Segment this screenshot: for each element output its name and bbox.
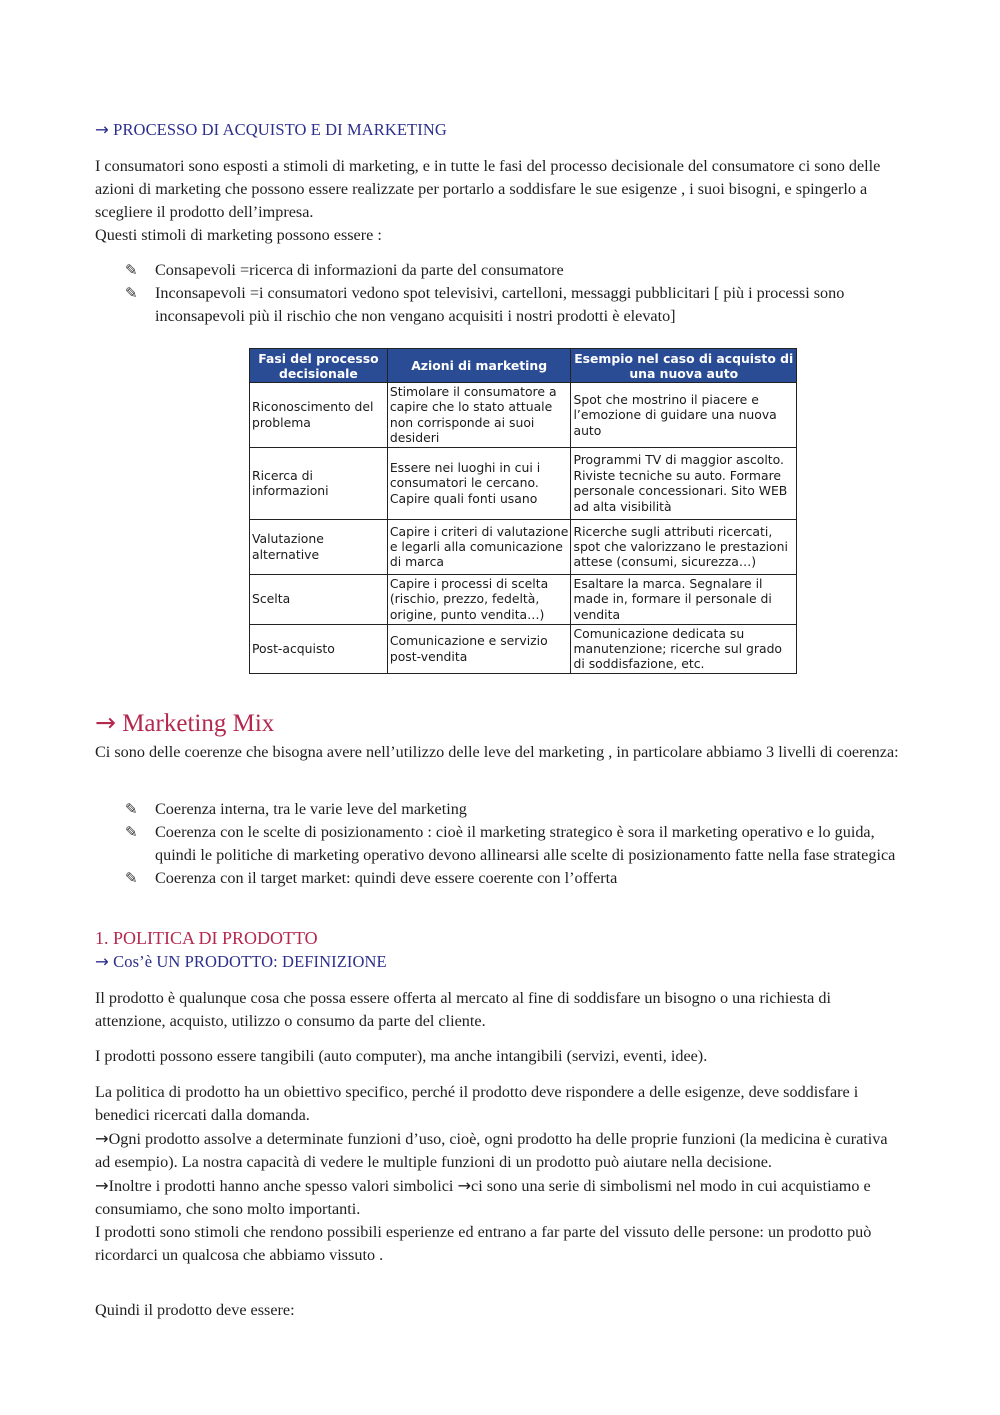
table-cell: Riconoscimento del problema [250,383,388,448]
paragraph: I prodotti possono essere tangibili (auto computer), ma anche intangibili (servizi, eventi, idee). [95,1047,708,1065]
arrow-icon: → [95,1176,109,1195]
table-row [250,624,797,673]
section-heading-text: PROCESSO DI ACQUISTO E DI MARKETING [113,120,447,139]
section-heading-processo [95,119,905,141]
arrow-icon: → [95,708,116,737]
pencil-bullet-icon: ✎ [125,800,138,818]
bullet-list-coerenze [95,798,905,890]
table-row [250,574,797,624]
bullet-list-stimoli [95,259,905,328]
paragraph: Ci sono delle coerenze che bisogna avere nell’utilizzo delle leve del marketing , in particolare abbiamo 3 livelli di coerenza: [95,743,899,761]
pencil-bullet-icon: ✎ [125,869,138,887]
table-cell: Spot che mostrino il piacere e l’emozione di guidare una nuova auto [571,383,797,448]
arrow-icon: → [457,1176,472,1195]
paragraph: I consumatori sono esposti a stimoli di marketing, e in tutte le fasi del processo decisionale del consumatore ci sono delle azioni di marketing che possono essere realizzate per portarlo a soddisfare le sue esigenze , i suoi bisogni, e spingerlo a scegliere il prodotto dell’impresa. [95,157,881,221]
paragraph: Quindi il prodotto deve essere: [95,1301,295,1319]
table-cell: Comunicazione e servizio post-vendita [387,624,571,673]
table-row [250,383,797,448]
table-row [250,519,797,574]
table-cell: Comunicazione dedicata su manutenzione; ricerche sul grado di soddisfazione, etc. [571,624,797,673]
list-item: ✎ Inconsapevoli =i consumatori vedono spot televisivi, cartelloni, messaggi pubblicitari [ più i processi sono inconsapevoli più il rischio che non vengano acquisiti i nostri prodotti è elevato] [125,284,845,325]
table-header-row [250,349,797,383]
paragraph: →Ogni prodotto assolve a determinate funzioni d’uso, cioè, ogni prodotto ha delle proprie funzioni (la medicina è curativa ad esempio). La nostra capacità di vedere le multiple funzioni di un prodotto può aiutare nella decisione. [95,1129,888,1171]
table-cell: Essere nei luoghi in cui i consumatori le cercano. Capire quali fonti usano [387,447,571,519]
table-header-cell: Azioni di marketing [387,349,571,383]
subheading-definizione [95,951,905,973]
table-cell: Capire i processi di scelta (rischio, prezzo, fedeltà, origine, punto vendita…) [387,574,571,624]
list-item: ✎ Coerenza con il target market: quindi deve essere coerente con l’offerta [95,867,905,890]
section-heading-text: Marketing Mix [122,710,275,737]
table-cell: Valutazione alternative [250,519,388,574]
table-cell: Post-acquisto [250,624,388,673]
table-cell: Stimolare il consumatore a capire che lo stato attuale non corrisponde ai suoi desideri [387,383,571,448]
paragraph: I prodotti sono stimoli che rendono possibili esperienze ed entrano a far parte del vissuto delle persone: un prodotto può ricordarci un qualcosa che abbiamo vissuto . [95,1223,872,1264]
paragraph: Il prodotto è qualunque cosa che possa essere offerta al mercato al fine di soddisfare un bisogno o una richiesta di attenzione, acquisto, utilizzo o consumo da parte del cliente. [95,989,831,1030]
paragraph-quindi [95,1299,905,1322]
paragraph: →Inoltre i prodotti hanno anche spesso valori simbolici →ci sono una serie di simbolismi nel modo in cui acquistiamo e consumiamo, che sono molto importanti. [95,1176,871,1218]
paragraph-politica [95,1081,905,1267]
table-header-cell: Fasi del processo decisionale [250,349,388,383]
table-row [250,447,797,519]
fasi-processo-table [249,348,797,674]
table-cell: Ricerca di informazioni [250,447,388,519]
table-cell: Scelta [250,574,388,624]
paragraph-coerenze [95,741,905,764]
arrow-icon: → [95,120,109,139]
table-header-cell: Esempio nel caso di acquisto di una nuova auto [571,349,797,383]
table-cell: Esaltare la marca. Segnalare il made in, formare il personale di vendita [571,574,797,624]
list-item: ✎ Consapevoli =ricerca di informazioni da parte del consumatore [95,259,905,282]
pencil-bullet-icon: ✎ [125,823,138,841]
paragraph-definizione [95,987,905,1033]
paragraph: La politica di prodotto ha un obiettivo specifico, perché il prodotto deve rispondere a delle esigenze, deve soddisfare i benedici ricercati dalla domanda. [95,1083,859,1124]
pencil-bullet-icon: ✎ [125,284,138,302]
pencil-bullet-icon: ✎ [125,261,138,279]
arrow-icon: → [95,952,109,971]
list-item: ✎ Coerenza con le scelte di posizionamento : cioè il marketing strategico è sora il marketing operativo e lo guida, quindi le politiche di marketing operativo devono allinearsi alle scelte di posizionamento fatte nella fase strategica [125,823,896,864]
subheading-text: Cos’è UN PRODOTTO: DEFINIZIONE [113,952,387,971]
list-item: ✎ Coerenza interna, tra le varie leve del marketing [95,798,905,821]
paragraph-tangibili [95,1045,905,1068]
paragraph: Questi stimoli di marketing possono essere : [95,226,382,244]
table-cell: Programmi TV di maggior ascolto. Riviste tecniche su auto. Formare personale concessionari. Sito WEB ad alta visibilità [571,447,797,519]
paragraph-intro [95,155,905,247]
table-cell: Ricerche sugli attributi ricercati, spot che valorizzano le prestazioni attese (consumi, sicurezza…) [571,519,797,574]
section-heading-marketing-mix [95,708,905,739]
arrow-icon: → [95,1129,109,1148]
table-cell: Capire i criteri di valutazione e legarli alla comunicazione di marca [387,519,571,574]
section-heading-politica-prodotto: 1. POLITICA DI PRODOTTO [95,928,318,948]
